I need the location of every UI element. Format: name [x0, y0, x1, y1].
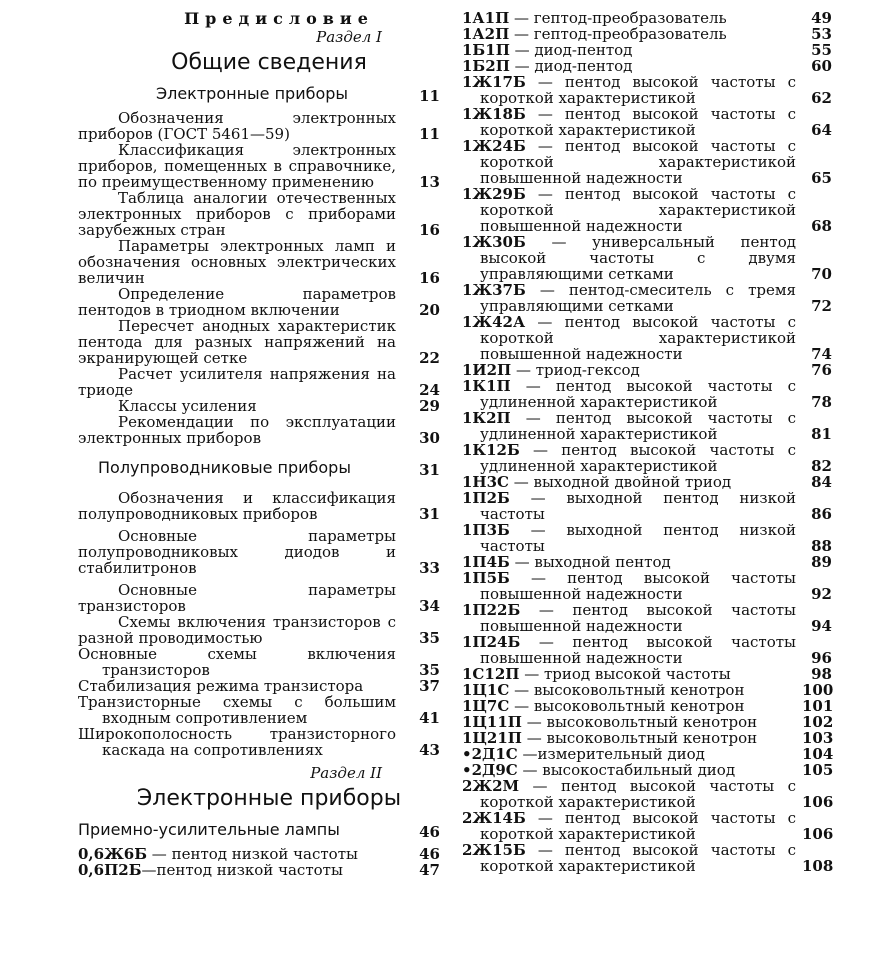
toc-entry-text — [462, 842, 802, 874]
toc-entry — [78, 614, 440, 646]
toc-entry — [462, 58, 832, 74]
tube-code: •2Д1С — [462, 745, 518, 763]
page-number: 35 — [419, 629, 440, 647]
toc-entry-text — [462, 570, 802, 602]
page-number: 64 — [811, 121, 832, 139]
tube-description: — пентод высокой частоты с короткой характеристикой — [480, 809, 796, 843]
tube-code: 0,6П2Б — [78, 861, 142, 879]
section-title: Приемно-усилительные лампы — [78, 820, 340, 839]
toc-entry-text — [462, 282, 802, 314]
tube-description: — триод-гексод — [511, 361, 640, 379]
toc-entry — [462, 442, 832, 474]
tube-code: 1Ж42А — [462, 313, 526, 331]
tube-code: 1К2П — [462, 409, 511, 427]
tube-description: — пентод высокой частоты с короткой характеристикой — [480, 841, 796, 875]
tube-code: 2Ж15Б — [462, 841, 526, 859]
toc-entry — [462, 778, 832, 810]
preface-heading: Предисловие — [184, 9, 374, 28]
tube-description: — пентод высокой частоты с короткой характеристикой — [480, 105, 796, 139]
toc-left-column — [78, 10, 440, 878]
tube-description: — триод высокой частоты — [519, 665, 731, 683]
tube-description: — выходной двойной триод — [509, 473, 732, 491]
toc-entry — [462, 314, 832, 362]
tube-code: 1Н3С — [462, 473, 509, 491]
toc-entry-text — [78, 862, 406, 878]
part-2-title: Электронные приборы — [136, 786, 402, 811]
tube-code: 1П4Б — [462, 553, 510, 571]
tube-description: — высоковольтный кенотрон — [509, 697, 745, 715]
toc-entry-text — [462, 682, 802, 698]
tube-code: 1Ц7С — [462, 697, 510, 715]
page-number: 82 — [811, 457, 832, 475]
part-2-label: Раздел II — [310, 764, 382, 782]
toc-entry — [462, 746, 832, 762]
toc-entry — [462, 106, 832, 138]
tube-description: — пентод высокой частоты повышенной надежности — [480, 569, 796, 603]
page-number: 30 — [419, 429, 440, 447]
toc-entry-text — [462, 666, 802, 682]
page-number: 89 — [811, 553, 832, 571]
tube-code: 1С12П — [462, 665, 520, 683]
tube-description: — пентод-смеситель с тремя управляющими сетками — [480, 281, 796, 315]
toc-entry — [462, 490, 832, 522]
tube-code: 1П5Б — [462, 569, 510, 587]
toc-entry-text — [78, 846, 406, 862]
tube-code: 1Ц11П — [462, 713, 522, 731]
toc-entry — [78, 190, 440, 238]
tube-entry-list — [462, 10, 832, 874]
toc-entry-text — [462, 490, 802, 522]
toc-entry — [462, 26, 832, 42]
toc-entry-text — [462, 42, 802, 58]
page-number: 47 — [419, 861, 440, 879]
page-number: 100 — [802, 681, 834, 699]
toc-entry-text — [462, 474, 802, 490]
page-number: 65 — [811, 169, 832, 187]
section-semiconductor-devices — [78, 458, 440, 478]
toc-entry — [78, 398, 440, 414]
toc-entry-text: Широкополосность транзисторного каскада на сопротивлениях — [78, 725, 396, 759]
tube-description: — пентод высокой частоты с удлиненной характеристикой — [480, 441, 796, 475]
toc-entry-text: Определение параметров пентодов в триодном включении — [78, 285, 396, 319]
tube-description: — высоковольтный кенотрон — [521, 729, 758, 747]
toc-entry — [462, 74, 832, 106]
tube-code: 1П24Б — [462, 633, 521, 651]
page-number: 92 — [811, 585, 832, 603]
toc-entry-text: Основные параметры транзисторов — [78, 581, 396, 615]
section-electronic-devices — [78, 84, 440, 104]
toc-entry — [78, 646, 440, 678]
toc-entry-text — [462, 730, 802, 746]
page-number: 103 — [802, 729, 834, 747]
tube-code: 1П3Б — [462, 521, 510, 539]
page-number: 24 — [419, 381, 440, 399]
toc-entry-text — [462, 234, 802, 282]
toc-entry-text: Основные параметры полупроводниковых диодов и стабилитронов — [78, 527, 396, 577]
toc-entry-text: Таблица аналогии отечественных электронных приборов с приборами зарубежных стран — [78, 189, 396, 239]
toc-entry-text — [462, 10, 802, 26]
toc-entry-text — [462, 810, 802, 842]
toc-entry-text: Расчет усилителя напряжения на триоде — [78, 365, 396, 399]
page-number: 33 — [419, 559, 440, 577]
toc-entry-text — [462, 362, 802, 378]
toc-entry — [462, 730, 832, 746]
page-number: 105 — [802, 761, 834, 779]
tube-code: 1Ж29Б — [462, 185, 526, 203]
toc-entry-text: Обозначения электронных приборов (ГОСТ 5461—59) — [78, 109, 396, 143]
toc-entry — [462, 362, 832, 378]
toc-entry-text — [462, 746, 802, 762]
page-number: 108 — [802, 857, 834, 875]
page-number: 31 — [419, 505, 440, 523]
tube-code: 0,6Ж6Б — [78, 845, 148, 863]
toc-entry — [78, 110, 440, 142]
toc-entry-text — [462, 762, 802, 778]
section-title: Электронные приборы — [155, 84, 349, 103]
tube-description: — пентод высокой частоты повышенной надежности — [480, 633, 796, 667]
toc-entry-text — [462, 554, 802, 570]
tube-code: 1Ж18Б — [462, 105, 526, 123]
toc-entry — [78, 582, 440, 614]
tube-description: — выходной пентод низкой частоты — [480, 521, 796, 555]
page-number: 78 — [811, 393, 832, 411]
page-number: 60 — [811, 57, 832, 75]
tube-code: 1К12Б — [462, 441, 520, 459]
toc-entry — [462, 378, 832, 410]
page-number: 72 — [811, 297, 832, 315]
tube-code: 1К1П — [462, 377, 511, 395]
tube-code: 1Б2П — [462, 57, 510, 75]
toc-entry-text: Параметры электронных ламп и обозначения основных электрических величин — [78, 237, 396, 287]
toc-entry — [78, 286, 440, 318]
page-number: 94 — [811, 617, 832, 635]
section-receiving-amplifier-tubes — [78, 820, 440, 840]
toc-entry-text: Пересчет анодных характеристик пентода для разных напряжений на экранирующей сетке — [78, 317, 396, 367]
toc-entry-text — [462, 378, 802, 410]
toc-entry — [462, 138, 832, 186]
page-number: 104 — [802, 745, 834, 763]
toc-entry — [462, 282, 832, 314]
page-number: 88 — [811, 537, 832, 555]
tube-description: — пентод высокой частоты повышенной надежности — [480, 601, 796, 635]
tube-code: •2Д9С — [462, 761, 518, 779]
page-number: 86 — [811, 505, 832, 523]
page-number: 16 — [419, 221, 440, 239]
tube-code: 1А1П — [462, 9, 510, 27]
toc-entry — [78, 846, 440, 862]
part-1-label: Раздел I — [316, 28, 382, 46]
tube-code: 1Ц1С — [462, 681, 510, 699]
tube-description: — высоковольтный кенотрон — [521, 713, 758, 731]
tube-description: — высоковольтный кенотрон — [509, 681, 745, 699]
toc-entry — [462, 234, 832, 282]
toc-entry-text: Основные схемы включения транзисторов — [78, 645, 396, 679]
tube-description: — пентод высокой частоты с удлиненной характеристикой — [480, 409, 796, 443]
page-number: 13 — [419, 173, 440, 191]
toc-entry — [462, 522, 832, 554]
toc-entry — [462, 42, 832, 58]
toc-entry — [78, 726, 440, 758]
tube-description: — пентод высокой частоты с короткой характеристикой повышенной надежности — [480, 313, 796, 363]
toc-entry-text — [462, 138, 802, 186]
toc-entry — [78, 318, 440, 366]
page-number: 46 — [419, 823, 440, 841]
tube-description: — диод-пентод — [509, 57, 633, 75]
toc-entry-text — [462, 74, 802, 106]
toc-entry — [462, 554, 832, 570]
page-number: 81 — [811, 425, 832, 443]
toc-entry — [78, 490, 440, 522]
toc-entry-text: Схемы включения транзисторов с разной проводимостью — [78, 613, 396, 647]
page-number: 22 — [419, 349, 440, 367]
toc-entry — [462, 634, 832, 666]
tube-description: — гептод-преобразователь — [509, 25, 727, 43]
tube-description: — выходной пентод низкой частоты — [480, 489, 796, 523]
toc-entry — [78, 862, 440, 878]
tube-code: 2Ж14Б — [462, 809, 526, 827]
tube-code: 1Ж24Б — [462, 137, 526, 155]
page-number: 84 — [811, 473, 832, 491]
toc-entry-text — [462, 602, 802, 634]
toc-entry-text — [462, 106, 802, 138]
tube-description: — универсальный пентод высокой частоты с двумя управляющими сетками — [480, 233, 796, 283]
tube-description: —пентод низкой частоты — [141, 861, 343, 879]
tube-code: 1А2П — [462, 25, 510, 43]
toc-entry-text — [462, 634, 802, 666]
tube-description: — выходной пентод — [509, 553, 671, 571]
page-number: 55 — [811, 41, 832, 59]
page-number: 102 — [802, 713, 834, 731]
toc-entry — [78, 366, 440, 398]
toc-entry — [462, 698, 832, 714]
page-number: 106 — [802, 793, 834, 811]
tube-code: 1Ц21П — [462, 729, 522, 747]
toc-entry — [462, 762, 832, 778]
toc-entry — [462, 714, 832, 730]
toc-entry — [462, 666, 832, 682]
page-number: 11 — [419, 125, 440, 143]
page-number: 46 — [419, 845, 440, 863]
section-title: Полупроводниковые приборы — [98, 458, 351, 477]
page-number: 106 — [802, 825, 834, 843]
toc-entry — [78, 238, 440, 286]
page-number: 49 — [811, 9, 832, 27]
toc-entry-text: Рекомендации по эксплуатации электронных приборов — [78, 413, 396, 447]
toc-entry — [78, 528, 440, 576]
toc-entry-text — [462, 442, 802, 474]
toc-entry — [462, 570, 832, 602]
page-number: 34 — [419, 597, 440, 615]
toc-entry-text: Классификация электронных приборов, помещенных в справочнике, по преимущественному применению — [78, 141, 396, 191]
tube-description: — гептод-преобразователь — [509, 9, 727, 27]
tube-description: — пентод высокой частоты с короткой характеристикой — [480, 777, 796, 811]
tube-code: 1П2Б — [462, 489, 510, 507]
toc-entry — [462, 10, 832, 26]
tube-code: 1Б1П — [462, 41, 510, 59]
toc-entry-text: Обозначения и классификация полупроводниковых приборов — [78, 489, 396, 523]
toc-entry-text — [462, 778, 802, 810]
page-number: 101 — [802, 697, 834, 715]
tube-description: — диод-пентод — [509, 41, 633, 59]
page-number: 31 — [419, 461, 440, 479]
tube-description: — пентод высокой частоты с короткой характеристикой повышенной надежности — [480, 137, 796, 187]
tube-code: 1И2П — [462, 361, 512, 379]
toc-right-column — [462, 10, 832, 874]
page-number: 76 — [811, 361, 832, 379]
page-number: 43 — [419, 741, 440, 759]
tube-description: —измерительный диод — [517, 745, 705, 763]
page-number: 35 — [419, 661, 440, 679]
page-number: 62 — [811, 89, 832, 107]
page-number: 68 — [811, 217, 832, 235]
page-number: 41 — [419, 709, 440, 727]
toc-entry — [462, 186, 832, 234]
toc-entry-text: Классы усиления — [118, 397, 257, 415]
page-number: 74 — [811, 345, 832, 363]
page-number: 20 — [419, 301, 440, 319]
toc-entry — [462, 682, 832, 698]
page-number: 53 — [811, 25, 832, 43]
page-number: 11 — [419, 87, 440, 105]
tube-description: — пентод высокой частоты с удлиненной характеристикой — [480, 377, 796, 411]
tube-description: — пентод высокой частоты с короткой характеристикой — [480, 73, 796, 107]
toc-entry-text — [462, 714, 802, 730]
tube-description: — пентод высокой частоты с короткой характеристикой повышенной надежности — [480, 185, 796, 235]
toc-entry-text — [462, 410, 802, 442]
page-number: 16 — [419, 269, 440, 287]
toc-entry-text: Стабилизация режима транзистора — [78, 677, 364, 695]
page-number: 29 — [419, 397, 440, 415]
page-number: 96 — [811, 649, 832, 667]
toc-entry-text — [462, 522, 802, 554]
toc-entry — [78, 678, 440, 694]
tube-code: 1Ж37Б — [462, 281, 526, 299]
toc-entry — [462, 410, 832, 442]
toc-entry — [462, 474, 832, 490]
page-number: 37 — [419, 677, 440, 695]
toc-entry — [462, 810, 832, 842]
toc-entry-text — [462, 314, 802, 362]
tube-code: 2Ж2М — [462, 777, 520, 795]
tube-code: 1Ж17Б — [462, 73, 526, 91]
toc-entry — [462, 602, 832, 634]
toc-entry — [78, 142, 440, 190]
toc-entry — [78, 414, 440, 446]
tube-description: — высокостабильный диод — [517, 761, 736, 779]
toc-entry-text — [462, 186, 802, 234]
toc-entry — [78, 694, 440, 726]
page-number: 70 — [811, 265, 832, 283]
tube-code: 1П22Б — [462, 601, 521, 619]
toc-entry-text — [462, 698, 802, 714]
tube-code: 1Ж30Б — [462, 233, 526, 251]
toc-entry-text — [462, 58, 802, 74]
tube-description: — пентод низкой частоты — [147, 845, 358, 863]
toc-entry-text: Транзисторные схемы с большим входным сопротивлением — [78, 693, 396, 727]
page-number: 98 — [811, 665, 832, 683]
toc-entry — [462, 842, 832, 874]
part-1-title: Общие сведения — [171, 50, 367, 75]
toc-entry-text — [462, 26, 802, 42]
